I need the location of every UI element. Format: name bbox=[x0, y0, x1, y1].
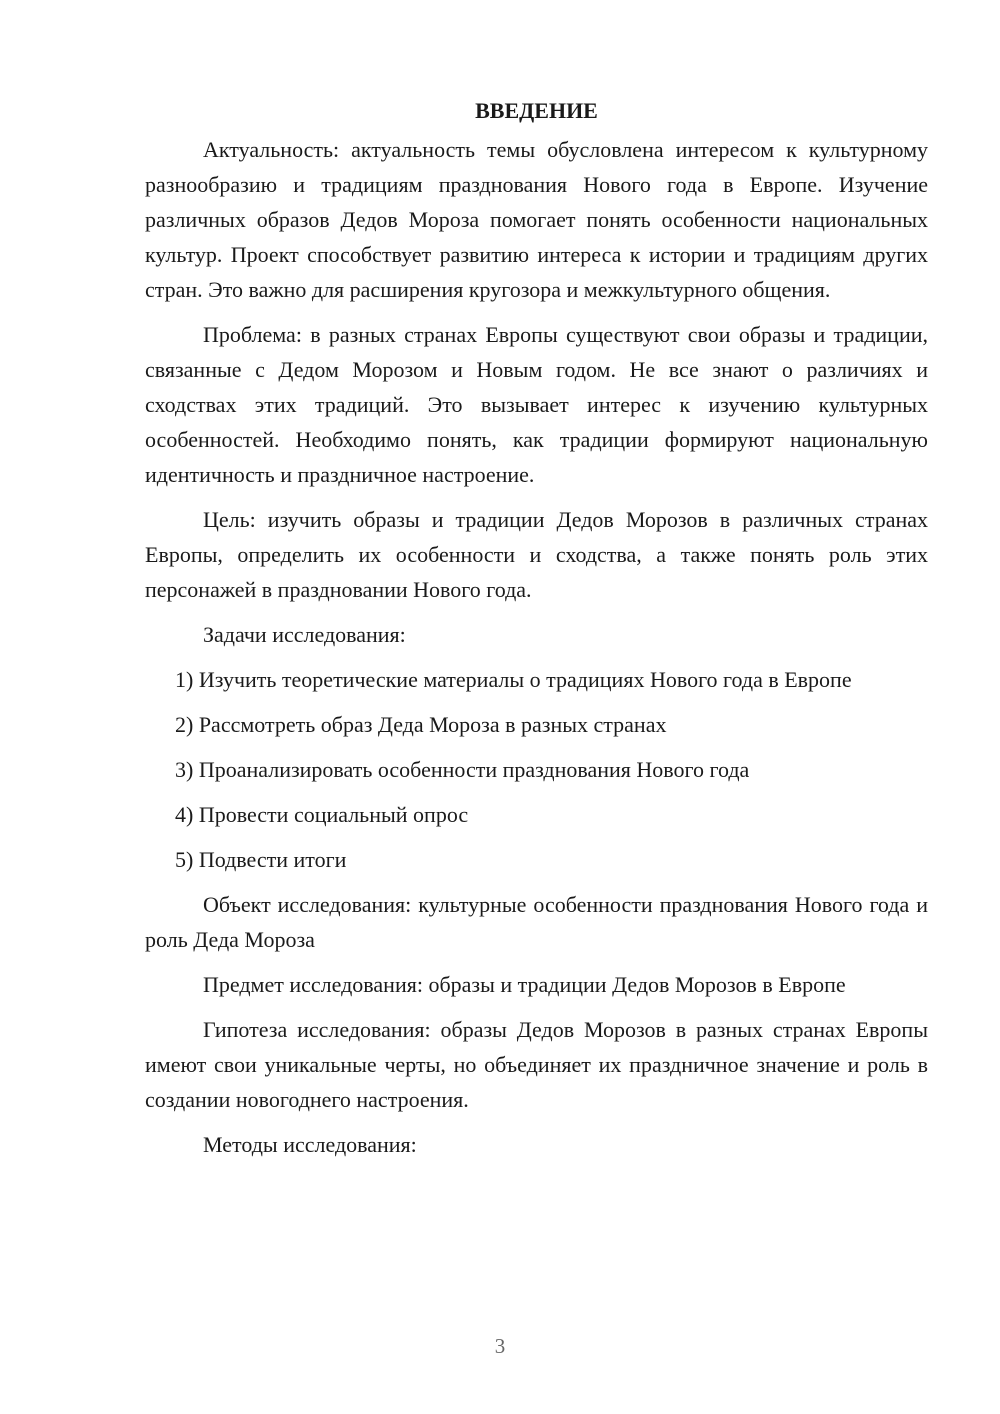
page-title: ВВЕДЕНИЕ bbox=[475, 98, 598, 123]
list-item: 4) Провести социальный опрос bbox=[175, 802, 469, 827]
page-number: 3 bbox=[494, 1334, 506, 1358]
tasks-list bbox=[145, 662, 928, 877]
methods-label: Методы исследования: bbox=[203, 1132, 417, 1157]
list-item: 5) Подвести итоги bbox=[175, 847, 347, 872]
tasks-label: Задачи исследования: bbox=[203, 622, 406, 647]
paragraph-problem: Проблема: в разных странах Европы существуют свои образы и традиции, связанные с Дедом Морозом и Новым годом. Не все знают о различиях и сходствах этих традиций. Это вызывает интерес к изучению культурных особенностей. Необходимо понять, как традиции формируют национальную идентичность и праздничное настроение. bbox=[145, 322, 928, 487]
list-item: 2) Рассмотреть образ Деда Мороза в разных странах bbox=[175, 712, 667, 737]
paragraph-hypothesis: Гипотеза исследования: образы Дедов Морозов в разных странах Европы имеют свои уникальные черты, но объединяет их праздничное значение и роль в создании новогоднего настроения. bbox=[145, 1017, 928, 1112]
list-item: 1) Изучить теоретические материалы о традициях Нового года в Европе bbox=[175, 667, 852, 692]
paragraph-goal: Цель: изучить образы и традиции Дедов Морозов в различных странах Европы, определить их особенности и сходства, а также понять роль этих персонажей в праздновании Нового года. bbox=[145, 507, 928, 602]
document-page bbox=[145, 96, 928, 1172]
list-item: 3) Проанализировать особенности празднования Нового года bbox=[175, 757, 750, 782]
paragraph-actuality: Актуальность: актуальность темы обусловлена интересом к культурному разнообразию и традициям празднования Нового года в Европе. Изучение различных образов Дедов Мороза помогает понять особенности национальных культур. Проект способствует развитию интереса к истории и традициям других стран. Это важно для расширения кругозора и межкультурного общения. bbox=[145, 137, 928, 302]
paragraph-object: Объект исследования: культурные особенности празднования Нового года и роль Деда Мороза bbox=[145, 892, 928, 952]
paragraph-subject: Предмет исследования: образы и традиции Дедов Морозов в Европе bbox=[203, 972, 846, 997]
